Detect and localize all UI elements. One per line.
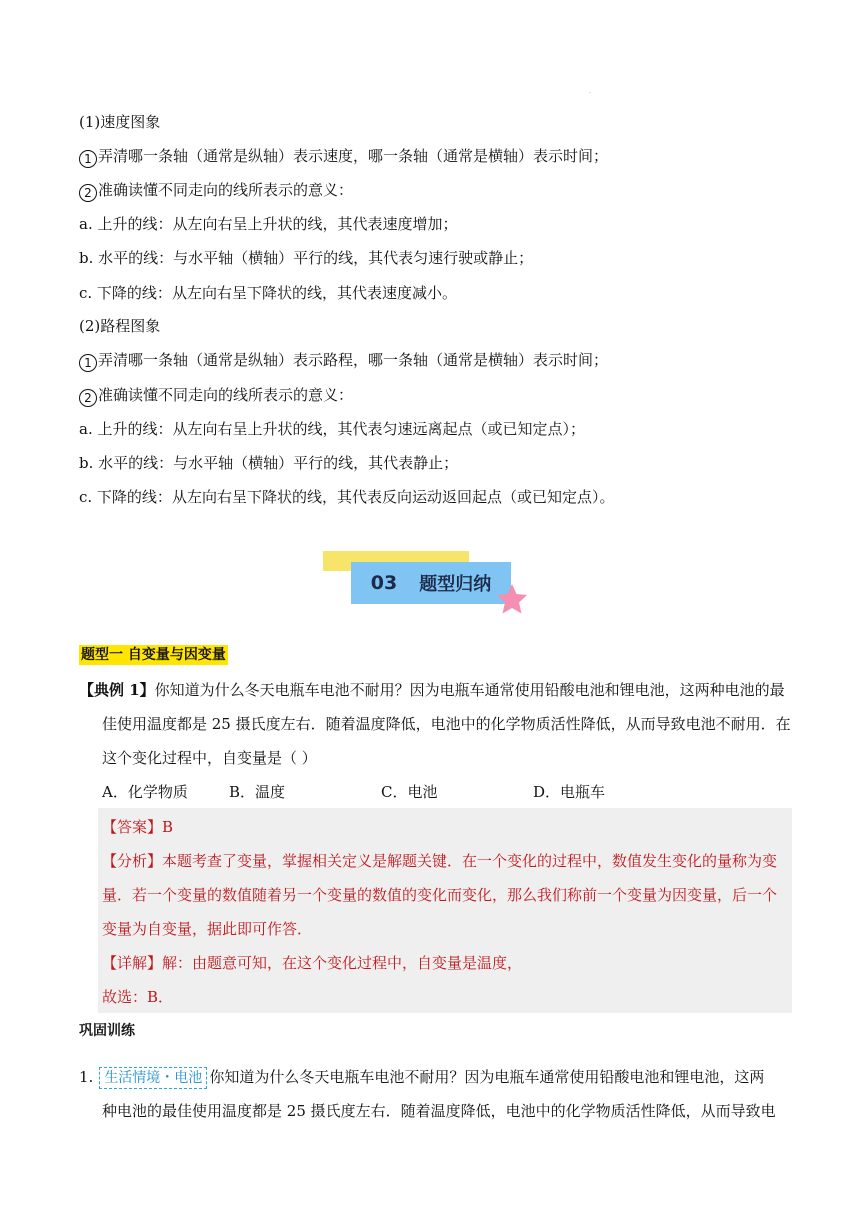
banner-number: 03 — [370, 572, 398, 594]
section-banner — [323, 551, 533, 621]
circled-number-2: 2 — [79, 184, 97, 202]
distance-item-2 — [79, 385, 353, 407]
distance-line-rising: a. 上升的线：从左向右呈上升状的线，其代表匀速远离起点（或已知定点）； — [79, 420, 585, 438]
speed-item-2 — [79, 180, 353, 202]
example-text-1: 你知道为什么冬天电瓶车电池不耐用？因为电瓶车通常使用铅酸电池和锂电池，这两种电池的最 — [154, 681, 785, 699]
topic-heading: 题型一 自变量与因变量 — [81, 647, 226, 663]
detail-line: 【详解】解：由题意可知，在这个变化过程中，自变量是温度， — [102, 954, 523, 972]
analysis-line-3: 变量为自变量，据此即可作答． — [102, 920, 313, 938]
analysis-line-1: 【分析】本题考查了变量，掌握相关定义是解题关键．在一个变化的过程中，数值发生变化的量称为变 — [102, 852, 778, 870]
speed-item-1-text: 弄清哪一条轴（通常是纵轴）表示速度，哪一条轴（通常是横轴）表示时间； — [98, 147, 609, 165]
question-number: 1. — [79, 1068, 94, 1086]
circled-number-1: 1 — [79, 354, 97, 372]
answer-box — [98, 808, 792, 1013]
example-label: 【典例 1】 — [79, 681, 155, 699]
practice-question-line-2: 种电池的最佳使用温度都是 25 摄氏度左右．随着温度降低，电池中的化学物质活性降低，从而导致电 — [102, 1102, 776, 1120]
speed-graph-heading: (1)速度图象 — [79, 113, 161, 131]
example-line-1 — [79, 680, 785, 700]
circled-number-1: 1 — [79, 150, 97, 168]
example-line-2: 佳使用温度都是 25 摄氏度左右．随着温度降低，电池中的化学物质活性降低，从而导致电池不耐用．在 — [102, 715, 791, 733]
distance-line-falling: c. 下降的线：从左向右呈下降状的线，其代表反向运动返回起点（或已知定点）。 — [79, 488, 615, 506]
speed-item-1 — [79, 146, 608, 168]
page-mark: . — [589, 88, 591, 95]
analysis-line-2: 量．若一个变量的数值随着另一个变量的数值的变化而变化，那么我们称前一个变量为因变量，后一个 — [102, 886, 778, 904]
practice-question-line-1 — [79, 1067, 764, 1089]
banner-title: 题型归纳 — [419, 574, 492, 595]
option-d: D．电瓶车 — [533, 783, 606, 801]
distance-item-1 — [79, 350, 608, 372]
distance-item-2-text: 准确读懂不同走向的线所表示的意义： — [98, 386, 354, 404]
speed-line-horizontal: b. 水平的线：与水平轴（横轴）平行的线，其代表匀速行驶或静止； — [79, 249, 534, 267]
distance-item-1-text: 弄清哪一条轴（通常是纵轴）表示路程，哪一条轴（通常是横轴）表示时间； — [98, 351, 609, 369]
practice-text-1: 你知道为什么冬天电瓶车电池不耐用？因为电瓶车通常使用铅酸电池和锂电池，这两 — [209, 1068, 765, 1086]
speed-line-falling: c. 下降的线：从左向右呈下降状的线，其代表速度减小。 — [79, 284, 457, 302]
answer-line: 【答案】B — [102, 818, 174, 836]
context-tag: 生活情境・电池 — [99, 1067, 207, 1089]
practice-heading: 巩固训练 — [79, 1023, 135, 1039]
option-b: B．温度 — [229, 783, 286, 801]
banner-box — [351, 562, 511, 604]
circled-number-2: 2 — [79, 389, 97, 407]
speed-item-2-text: 准确读懂不同走向的线所表示的意义： — [98, 181, 354, 199]
choose-line: 故选：B． — [102, 988, 174, 1006]
distance-graph-heading: (2)路程图象 — [79, 317, 161, 335]
distance-line-horizontal: b. 水平的线：与水平轴（横轴）平行的线，其代表静止； — [79, 454, 459, 472]
example-line-3: 这个变化过程中，自变量是（ ） — [102, 749, 317, 767]
star-icon — [495, 583, 529, 615]
option-c: C．电池 — [381, 783, 438, 801]
speed-line-rising: a. 上升的线：从左向右呈上升状的线，其代表速度增加； — [79, 215, 458, 233]
option-a: A．化学物质 — [102, 783, 188, 801]
